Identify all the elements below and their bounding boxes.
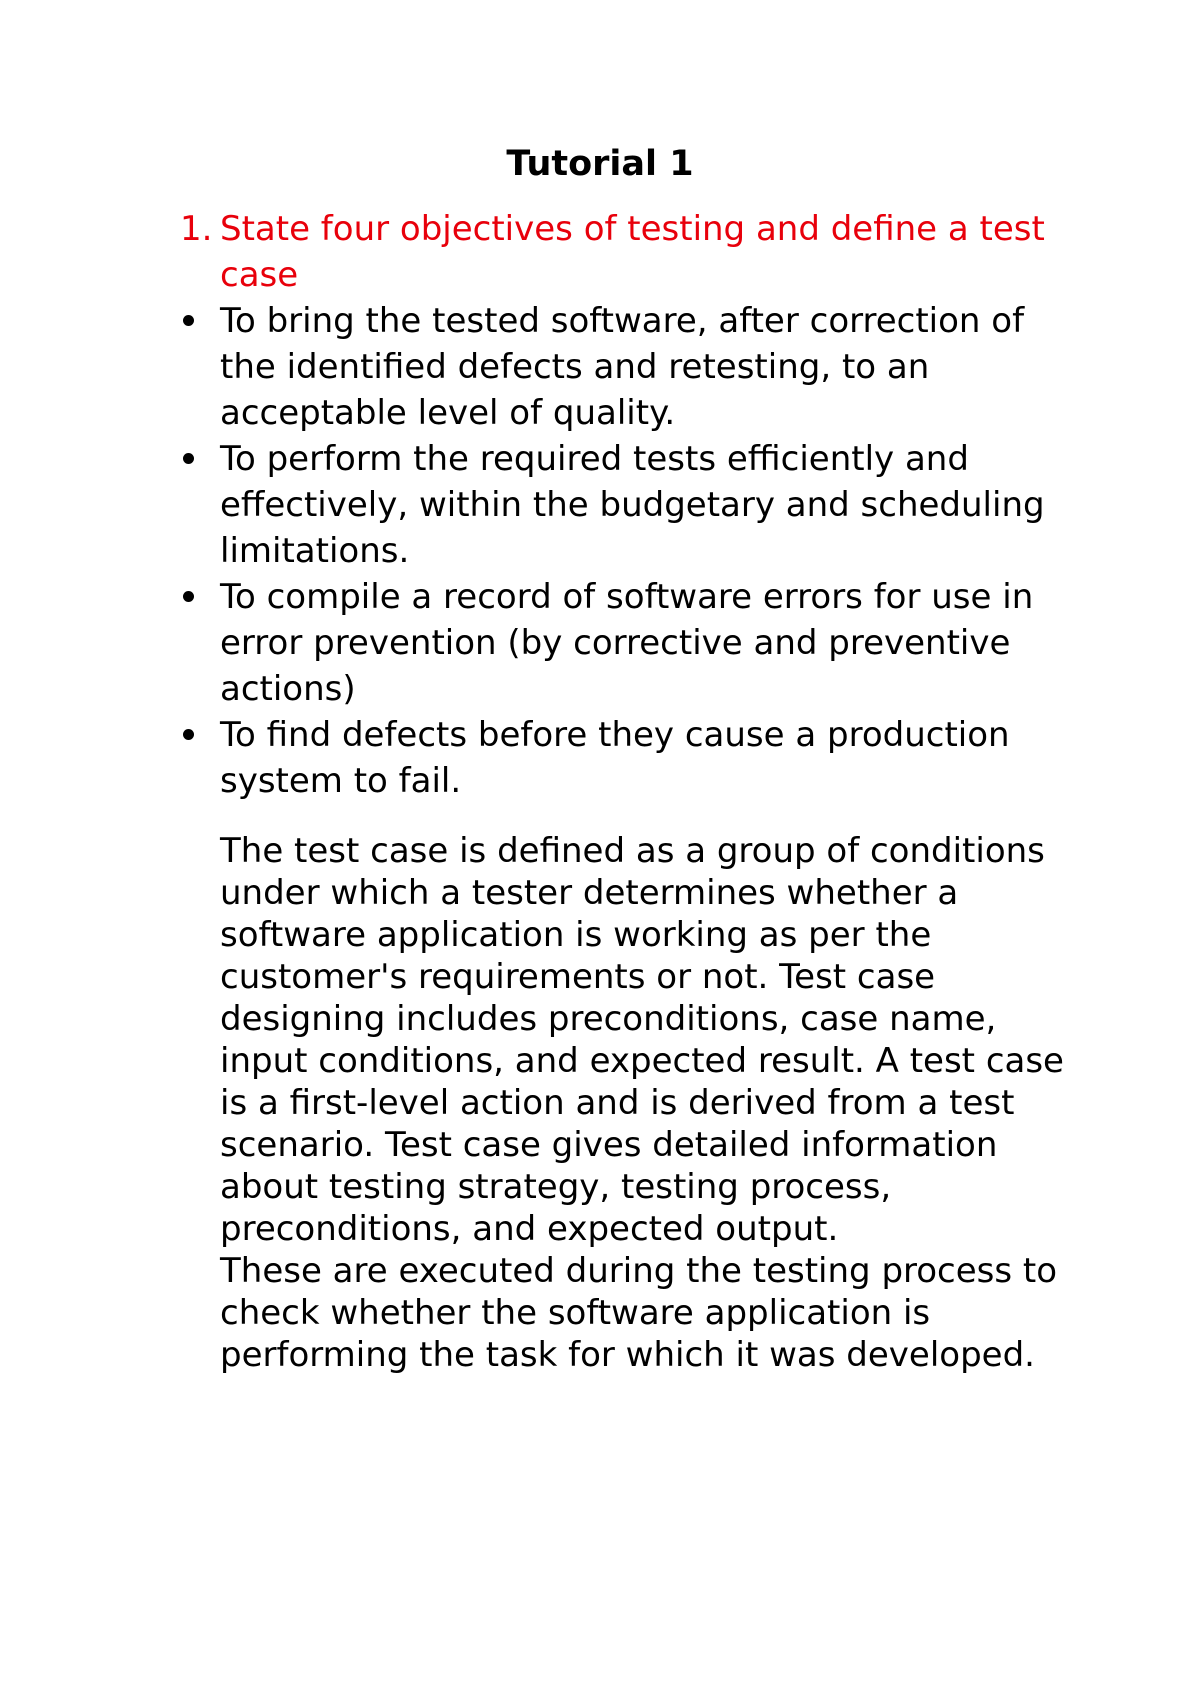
bullet-icon xyxy=(183,591,194,602)
definition-paragraph: The test case is defined as a group of conditions under which a tester determines whether a software application is working as per the customer's requirements or not. Test case designing includes preconditions, case name, input conditions, and expected result. A test case is a first-level action and is derived from a test scenario. Test case gives detailed information about testing strategy, testing process, preconditions, and expected output. xyxy=(220,831,1064,1249)
bullet-icon xyxy=(183,729,194,740)
objective-text: To compile a record of software errors for use in error prevention (by corrective and preventive actions) xyxy=(220,577,1034,709)
objectives-list xyxy=(180,298,1060,804)
bullet-icon xyxy=(183,453,194,464)
list-item xyxy=(180,436,1060,574)
question-heading xyxy=(180,206,1050,298)
test-case-definition xyxy=(220,830,1070,1376)
objective-text: To perform the required tests efficiently and effectively, within the budgetary and scheduling limitations. xyxy=(220,439,1045,571)
list-item xyxy=(180,712,1060,804)
list-item xyxy=(180,574,1060,712)
objective-text: To find defects before they cause a production system to fail. xyxy=(220,715,1010,801)
definition-paragraph: These are executed during the testing process to check whether the software application is performing the task for which it was developed. xyxy=(220,1251,1058,1375)
list-item xyxy=(180,298,1060,436)
objective-text: To bring the tested software, after correction of the identified defects and retesting, to an acceptable level of quality. xyxy=(220,301,1025,433)
question-number: 1. xyxy=(180,209,213,249)
document-title: Tutorial 1 xyxy=(506,144,694,184)
bullet-icon xyxy=(183,315,194,326)
question-text: State four objectives of testing and define a test case xyxy=(220,209,1045,295)
